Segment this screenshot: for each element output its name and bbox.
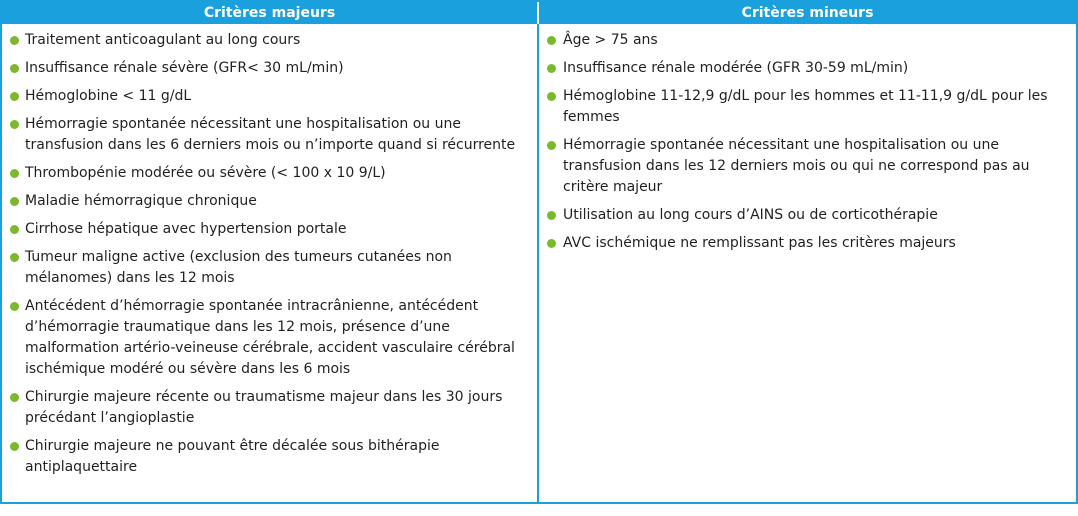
major-criteria-header: Critères majeurs (2, 2, 539, 24)
list-item (2, 247, 537, 289)
green-dot-icon (547, 141, 556, 150)
green-dot-icon (10, 36, 19, 45)
green-dot-icon (10, 302, 19, 311)
list-item-text: Hémoglobine 11-12,9 g/dL pour les hommes et 11-11,9 g/dL pour les femmes (563, 88, 1048, 125)
list-item (539, 205, 1076, 226)
minor-criteria-column (539, 24, 1076, 502)
list-item (539, 233, 1076, 254)
list-item-text: Âge > 75 ans (563, 32, 658, 48)
list-item-text: Hémorragie spontanée nécessitant une hospitalisation ou une transfusion dans les 6 derniers mois ou n’importe quand si récurrente (25, 116, 516, 153)
green-dot-icon (10, 253, 19, 262)
list-item-text: Insuffisance rénale sévère (GFR< 30 mL/min) (25, 60, 344, 76)
list-item-text: Insuffisance rénale modérée (GFR 30-59 mL/min) (563, 60, 909, 76)
list-item (539, 30, 1076, 51)
list-item (2, 296, 537, 380)
green-dot-icon (547, 239, 556, 248)
minor-criteria-list (539, 30, 1076, 254)
list-item-text: Maladie hémorragique chronique (25, 193, 257, 209)
green-dot-icon (10, 92, 19, 101)
green-dot-icon (10, 197, 19, 206)
green-dot-icon (10, 442, 19, 451)
green-dot-icon (10, 64, 19, 73)
minor-criteria-header: Critères mineurs (539, 2, 1076, 24)
list-item-text: Thrombopénie modérée ou sévère (< 100 x 10 9/L) (25, 165, 386, 181)
list-item (2, 58, 537, 79)
green-dot-icon (10, 225, 19, 234)
list-item (539, 58, 1076, 79)
list-item-text: Antécédent d’hémorragie spontanée intracrânienne, antécédent d’hémorragie traumatique dans les 12 mois, présence d’une malformation artério-veineuse cérébrale, accident vasculaire cérébral ischémique modéré ou sévère dans les 6 mois (25, 298, 515, 377)
list-item-text: Utilisation au long cours d’AINS ou de corticothérapie (563, 207, 938, 223)
green-dot-icon (547, 92, 556, 101)
list-item-text: Chirurgie majeure récente ou traumatisme majeur dans les 30 jours précédant l’angioplastie (25, 389, 503, 426)
green-dot-icon (10, 169, 19, 178)
list-item (2, 114, 537, 156)
list-item-text: Hémorragie spontanée nécessitant une hospitalisation ou une transfusion dans les 12 derniers mois ou qui ne correspond pas au critère majeur (563, 137, 1030, 195)
list-item (2, 30, 537, 51)
major-criteria-list (2, 30, 537, 478)
list-item (2, 436, 537, 478)
list-item-text: Chirurgie majeure ne pouvant être décalée sous bithérapie antiplaquettaire (25, 438, 440, 475)
list-item (2, 163, 537, 184)
list-item-text: Hémoglobine < 11 g/dL (25, 88, 192, 104)
list-item-text: Traitement anticoagulant au long cours (25, 32, 301, 48)
green-dot-icon (547, 64, 556, 73)
list-item (2, 387, 537, 429)
list-item-text: Cirrhose hépatique avec hypertension portale (25, 221, 347, 237)
green-dot-icon (547, 211, 556, 220)
list-item (2, 86, 537, 107)
green-dot-icon (547, 36, 556, 45)
list-item (2, 191, 537, 212)
major-criteria-column (2, 24, 539, 502)
list-item (539, 86, 1076, 128)
list-item (539, 135, 1076, 198)
list-item-text: AVC ischémique ne remplissant pas les critères majeurs (563, 235, 956, 251)
green-dot-icon (10, 393, 19, 402)
list-item (2, 219, 537, 240)
list-item-text: Tumeur maligne active (exclusion des tumeurs cutanées non mélanomes) dans les 12 mois (25, 249, 452, 286)
green-dot-icon (10, 120, 19, 129)
